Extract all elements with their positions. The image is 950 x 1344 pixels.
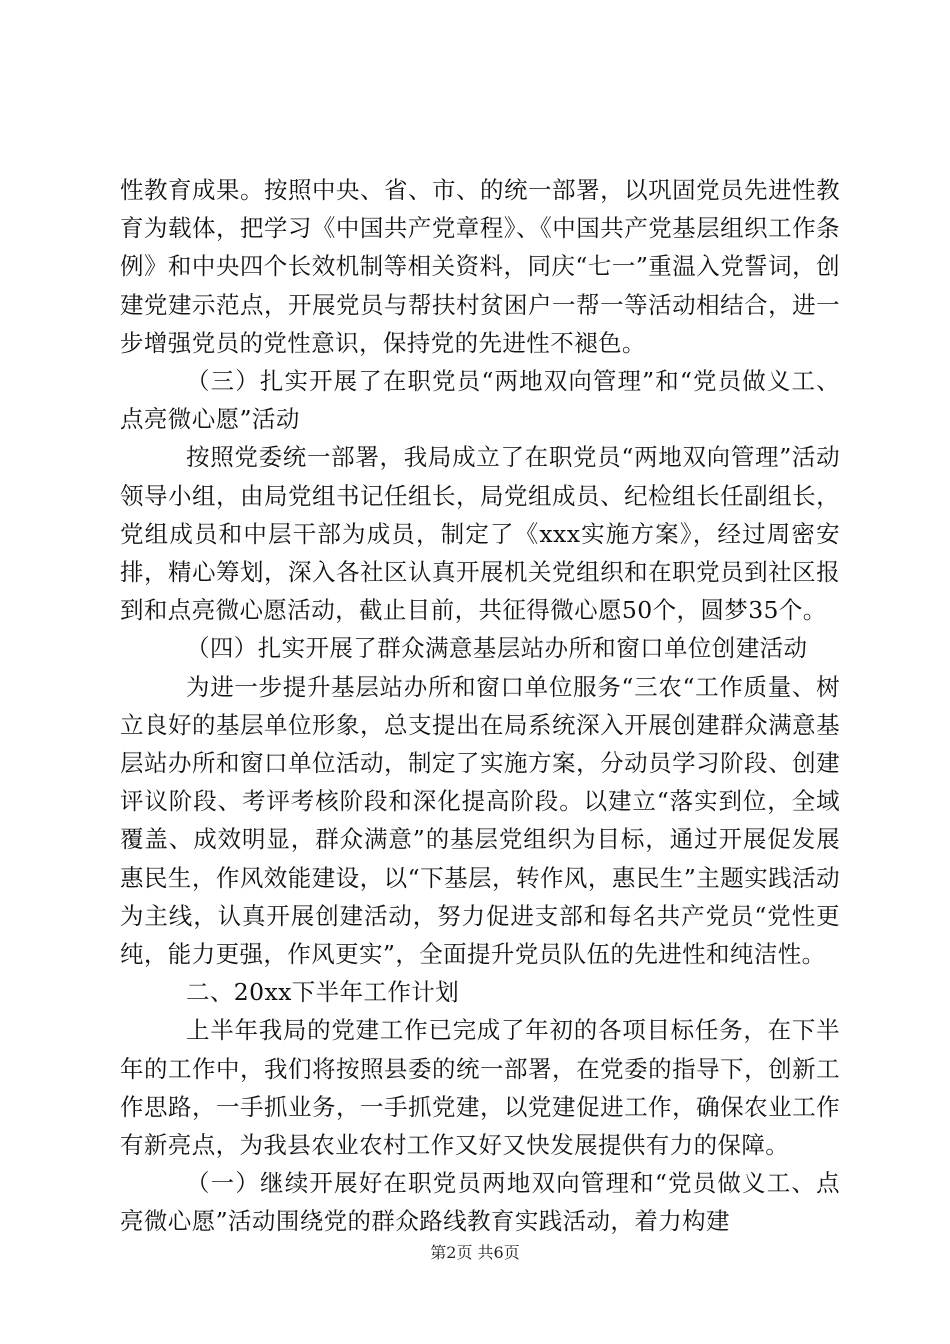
paragraph: （一）继续开展好在职党员两地双向管理和“党员做义工、点亮微心愿”活动围绕党的群众路线教育实践活动，着力构建 xyxy=(120,1169,840,1236)
document-body xyxy=(120,171,840,1241)
paragraph: 性教育成果。按照中央、省、市、的统一部署，以巩固党员先进性教育为载体，把学习《中国共产党章程》、《中国共产党基层组织工作条例》和中央四个长效机制等相关资料，同庆“七一”重温入党誓词，创建党建示范点，开展党员与帮扶村贫困户一帮一等活动相结合，进一步增强党员的党性意识，保持党的先进性不褪色。 xyxy=(120,176,840,357)
page-number-footer: 第2页 共6页 xyxy=(430,1243,520,1262)
section-heading: （三）扎实开展了在职党员“两地双向管理”和“党员做义工、点亮微心愿”活动 xyxy=(120,367,840,434)
paragraph: 为进一步提升基层站办所和窗口单位服务“三农“工作质量、树立良好的基层单位形象，总支提出在局系统深入开展创建群众满意基层站办所和窗口单位活动，制定了实施方案，分动员学习阶段、创建评议阶段、考评考核阶段和深化提高阶段。以建立“落实到位，全域覆盖、成效明显，群众满意”的基层党组织为目标，通过开展促发展惠民生，作风效能建设，以“下基层，转作风，惠民生”主题实践活动为主线，认真开展创建活动，努力促进支部和每名共产党员“党性更纯，能力更强，作风更实”，全面提升党员队伍的先进性和纯洁性。 xyxy=(120,672,840,969)
section-heading: （四）扎实开展了群众满意基层站办所和窗口单位创建活动 xyxy=(186,634,808,663)
section-heading: 二、20xx下半年工作计划 xyxy=(186,978,460,1007)
paragraph: 按照党委统一部署，我局成立了在职党员“两地双向管理”活动领导小组，由局党组书记任组长，局党组成员、纪检组长任副组长，党组成员和中层干部为成员，制定了《xxx实施方案》，经过周密安排，精心筹划，深入各社区认真开展机关党组织和在职党员到社区报到和点亮微心愿活动，截止目前，共征得微心愿50个，圆梦35个。 xyxy=(120,443,840,625)
paragraph: 上半年我局的党建工作已完成了年初的各项目标任务，在下半年的工作中，我们将按照县委的统一部署，在党委的指导下，创新工作思路，一手抓业务，一手抓党建，以党建促进工作，确保农业工作有新亮点，为我县农业农村工作又好又快发展提供有力的保障。 xyxy=(120,1016,840,1160)
